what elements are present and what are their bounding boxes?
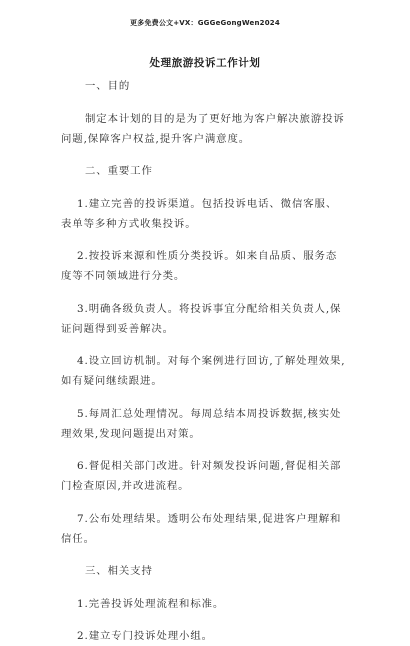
list-item-line: 信任。 <box>61 532 95 545</box>
list-item-line: 3.明确各级负责人。将投诉事宜分配给相关负责人,保 <box>77 302 342 315</box>
list-item-line: 2.按投诉来源和性质分类投诉。如来自品质、服务态 <box>77 250 338 262</box>
paragraph-line: 制定本计划的目的是为了更好地为客户解决旅游投诉 <box>85 112 345 125</box>
list-item-line: 4.设立回访机制。对每个案例进行回访,了解处理效果, <box>77 355 346 367</box>
list-item-line: 2.建立专门投诉处理小组。 <box>77 630 213 642</box>
list-item-line: 理效果,发现问题提出对策。 <box>61 427 201 440</box>
list-item-line: 1.建立完善的投诉渠道。包括投诉电话、微信客服、 <box>77 197 338 210</box>
document-body <box>61 76 361 646</box>
list-item-line: 证问题得到妥善解决。 <box>61 322 174 335</box>
section-heading-key-work: 二、重要工作 <box>85 165 153 177</box>
list-item-line: 表单等多种方式收集投诉。 <box>61 217 197 230</box>
list-item-line: 门检查原因,并改进流程。 <box>61 480 190 492</box>
list-item-line: 7.公布处理结果。透明公布处理结果,促进客户理解和 <box>77 512 342 525</box>
list-item-line: 度等不同领域进行分类。 <box>61 270 186 282</box>
list-item-line: 1.完善投诉处理流程和标准。 <box>77 597 225 610</box>
header-note: 更多免费公文+VX：GGGeGongWen2024 <box>130 19 280 27</box>
section-heading-support: 三、相关支持 <box>85 565 153 577</box>
list-item-line: 5.每周汇总处理情况。每周总结本周投诉数据,核实处 <box>77 407 342 420</box>
document-title: 处理旅游投诉工作计划 <box>149 57 261 69</box>
section-heading-purpose: 一、目的 <box>85 80 131 92</box>
list-item-line: 6.督促相关部门改进。针对频发投诉问题,督促相关部 <box>77 460 342 472</box>
list-item-line: 如有疑问继续跟进。 <box>61 375 163 387</box>
paragraph-line: 问题,保障客户权益,提升客户满意度。 <box>61 132 251 145</box>
